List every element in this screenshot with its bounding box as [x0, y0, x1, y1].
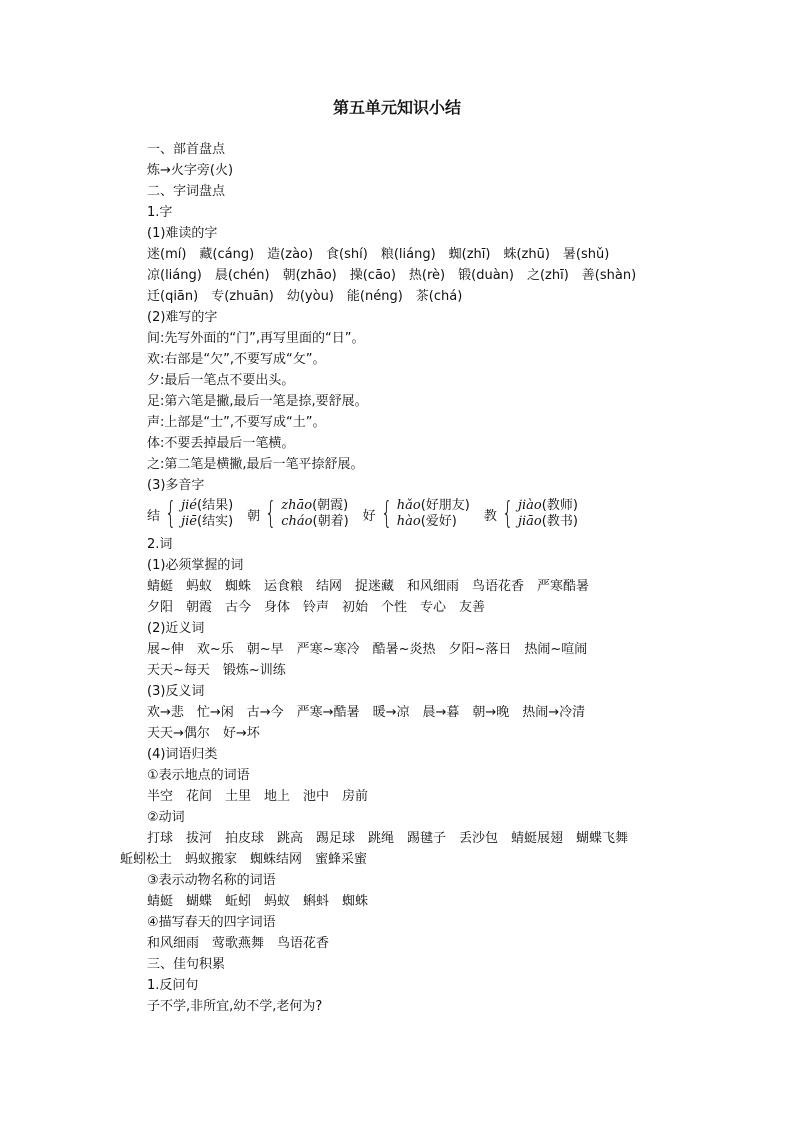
example-word: (教书)	[541, 514, 578, 529]
text-line: (4)词语归类	[147, 747, 218, 762]
polyphone-group	[147, 498, 233, 530]
text-line: 半空 花间 土里 地上 池中 房前	[147, 789, 369, 804]
text-line: 声:上部是“士”,不要写成“土”。	[147, 415, 326, 430]
pinyin: jiào	[517, 498, 542, 513]
example-word: (教师)	[541, 498, 578, 513]
polyphone-readings	[518, 498, 578, 530]
page-title: 第五单元知识小结	[332, 98, 461, 117]
text-line: 夕:最后一笔点不要出头。	[147, 373, 295, 388]
brace-icon: {	[380, 496, 392, 531]
text-line: 天天~每天 锻炼~训练	[147, 663, 286, 678]
pinyin: zhāo	[281, 498, 313, 513]
text-line: (2)近义词	[147, 621, 205, 636]
example-word: (结果)	[197, 498, 234, 513]
pinyin: hǎo	[396, 498, 421, 513]
pinyin: jié	[181, 498, 197, 513]
text-line: 1.字	[147, 205, 173, 220]
text-line: 炼→火字旁(火)	[147, 163, 234, 178]
polyphone-char: 好	[362, 508, 376, 524]
text-line: 一、部首盘点	[147, 142, 226, 157]
polyphone-char: 朝	[247, 508, 261, 524]
text-line: 欢→悲 忙→闲 古→今 严寒→酷暑 暖→凉 晨→暮 朝→晚 热闹→冷清	[147, 705, 586, 720]
text-line: 天天→偶尔 好→坏	[147, 726, 260, 741]
text-line: 和风细雨 莺歌燕舞 鸟语花香	[147, 936, 330, 951]
brace-icon: {	[264, 496, 277, 531]
text-line: 蜻蜓 蝴蝶 蚯蚓 蚂蚁 蝌蚪 蜘蛛	[147, 894, 369, 909]
text-line: (1)必须掌握的词	[147, 558, 244, 573]
pinyin: hào	[396, 514, 421, 529]
pinyin: cháo	[281, 514, 313, 529]
example-word: (朝霞)	[312, 498, 349, 513]
polyphone-group	[247, 498, 349, 530]
text-line: 2.词	[147, 537, 173, 552]
text-line: 蚯蚓松土 蚂蚁搬家 蜘蛛结网 蜜蜂采蜜	[120, 852, 368, 867]
text-line: ②动词	[147, 810, 185, 825]
document-body	[120, 139, 707, 1017]
text-line: (1)难读的字	[147, 226, 218, 241]
part-two	[120, 534, 707, 1017]
text-line: ①表示地点的词语	[147, 768, 250, 783]
example-word: (好朋友)	[420, 498, 470, 513]
text-line: 迁(qiān) 专(zhuān) 幼(yòu) 能(néng) 茶(chá)	[147, 289, 463, 304]
text-line: ④描写春天的四字词语	[147, 915, 276, 930]
text-line: 夕阳 朝霞 古今 身体 铃声 初始 个性 专心 友善	[147, 600, 486, 615]
text-line: (2)难写的字	[147, 310, 218, 325]
pinyin: jiē	[181, 514, 197, 529]
polyphone-readings	[281, 498, 348, 530]
example-word: (爱好)	[420, 514, 457, 529]
text-line: 迷(mí) 藏(cáng) 造(zào) 食(shí) 粮(liáng) 蜘(zhī) 蛛(zhū) 暑(shǔ)	[147, 247, 610, 262]
text-line: 之:第二笔是横撇,最后一笔平捺舒展。	[147, 457, 364, 472]
part-one	[147, 139, 707, 496]
example-word: (结实)	[197, 514, 234, 529]
polyphone-row	[147, 498, 707, 530]
polyphone-readings	[181, 498, 233, 530]
text-line: (3)反义词	[147, 684, 205, 699]
text-line: 1.反问句	[147, 978, 199, 993]
polyphone-group	[363, 498, 470, 530]
text-line: 间:先写外面的“门”,再写里面的“日”。	[147, 331, 365, 346]
polyphone-group	[484, 498, 578, 530]
text-line: 凉(liáng) 晨(chén) 朝(zhāo) 操(cāo) 热(rè) 锻(duàn) 之(zhī) 善(shàn)	[147, 268, 637, 283]
text-line: 打球 拔河 拍皮球 跳高 踢足球 跳绳 踢毽子 丢沙包 蜻蜓展翅 蝴蝶飞舞	[147, 831, 629, 846]
text-line: 子不学,非所宜,幼不学,老何为?	[147, 999, 323, 1014]
text-line: 足:第六笔是撇,最后一笔是捺,要舒展。	[147, 394, 368, 409]
pinyin: jiāo	[517, 514, 542, 529]
text-line: 二、字词盘点	[147, 184, 226, 199]
polyphone-char: 教	[483, 508, 497, 524]
brace-icon: {	[164, 496, 177, 531]
polyphone-char: 结	[147, 508, 161, 524]
text-line: 三、佳句积累	[147, 957, 226, 972]
text-line: 体:不要丢掉最后一笔横。	[147, 436, 295, 451]
brace-icon: {	[501, 496, 514, 531]
text-line: 欢:右部是“欠”,不要写成“攵”。	[147, 352, 326, 367]
example-word: (朝着)	[312, 514, 349, 529]
text-line: 蜻蜓 蚂蚁 蜘蛛 运食粮 结网 捉迷藏 和风细雨 鸟语花香 严寒酷暑	[147, 579, 590, 594]
text-line: 展~伸 欢~乐 朝~早 严寒~寒冷 酷暑~炎热 夕阳~落日 热闹~喧闹	[147, 642, 588, 657]
text-line: (3)多音字	[147, 478, 205, 493]
text-line: ③表示动物名称的词语	[147, 873, 276, 888]
polyphone-readings	[397, 498, 470, 530]
